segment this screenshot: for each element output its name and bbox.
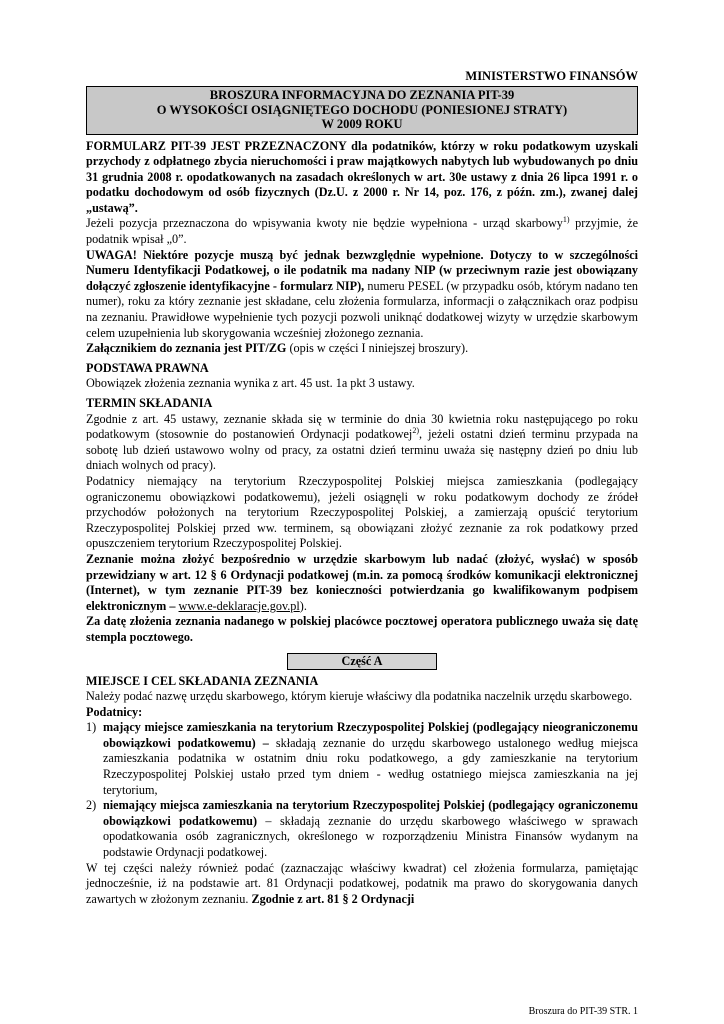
- attachment-desc: (opis w części I niniejszej broszury).: [286, 341, 469, 356]
- title-box: [86, 86, 638, 135]
- deadline-heading: TERMIN SKŁADANIA: [86, 396, 213, 410]
- page-footer: Broszura do PIT-39 STR. 1: [528, 1006, 638, 1017]
- list-item-text: [103, 720, 638, 798]
- footnote-ref-1: 1): [562, 215, 570, 225]
- part-a-label: Część A: [287, 653, 437, 670]
- deadline-paragraph-2: Podatnicy niemający na terytorium Rzeczypospolitej Polskiej miejsca zamieszkania (podlegający ograniczonemu obowiązkowi podatkowemu), jeżeli osiągnęli w roku podatkowym dochody ze źródeł przychodów położonych na terytorium Rzeczypospolitej Polskiej, a zamierzają opuścić terytorium Rzeczypospolitej Polskiej przed ww. terminem, są obowiązani złożyć zeznanie za rok podatkowy przed opuszczeniem terytorium Rzeczypospolitej Polskiej.: [86, 473, 638, 551]
- part-a-p2-bold: Zgodnie z art. 81 § 2 Ordynacji: [251, 891, 415, 906]
- legal-basis-text: Obowiązek złożenia zeznania wynika z art. 45 ust. 1a pkt 3 ustawy.: [86, 376, 415, 391]
- intro-paragraph-2: [86, 216, 638, 247]
- list-item-bold: mający miejsce zamieszkania na terytorium Rzeczypospolitej Polskiej (podlegający nieograniczonemu obowiązkowi podatkowemu) –: [103, 720, 638, 750]
- deadline-p1-a: Zgodnie z art. 45 ustawy, zeznanie składa się w terminie do dnia 30 kwietnia roku następującego po roku podatkowym (stosownie do postanowień Ordynacji podatkowej: [86, 411, 638, 442]
- deadline-p3-end: ).: [299, 598, 307, 613]
- deadline-p1-b: , jeżeli ostatni dzień terminu przypada na sobotę lub dzień ustawowo wolny od pracy, za ostatni dzień terminu uważa się następny dzień po dniu lub dniach wolnych od pracy).: [86, 427, 638, 473]
- list-item-body: – składają zeznanie do urzędu skarbowego właściwego w sprawach opodatkowania osób zagranicznych, określonego w rozporządzeniu Ministra Finansów wydanym na podstawie Ordynacji podatkowej.: [103, 813, 638, 860]
- title-line-1: BROSZURA INFORMACYJNA DO ZEZNANIA PIT-39: [209, 88, 515, 102]
- list-item: [86, 798, 638, 860]
- submission-methods: Zeznanie można złożyć bezpośrednio w urzędzie skarbowym lub nadać (złożyć, wysłać) w sposób przewidziany w art. 12 § 6 Ordynacji podatkowej (m.in. za pomocą środków komunikacji elektronicznej (Internet), w tym zeznanie PIT-39 bez konieczności potwierdzania go kwalifikowanym podpisem elektronicznym –: [86, 551, 638, 613]
- title-line-2: O WYSOKOŚCI OSIĄGNIĘTEGO DOCHODU (PONIESIONEJ STRATY): [156, 102, 568, 117]
- part-a-heading: MIEJSCE I CEL SKŁADANIA ZEZNANIA: [86, 673, 319, 688]
- intro-p3-text: numeru PESEL (w przypadku osób, którym nadano ten numer), roku za który zeznanie jest składane, celu złożenia formularza, informacji o załącznikach oraz podpisu na zeznaniu. Prawidłowe wypełnienie tych pozycji pozwoli uniknąć dodatkowej wizyty w urzędzie skarbowym celem uzupełnienia lub skorygowania wcześniej złożonego zeznania.: [86, 278, 638, 340]
- title-line-3: W 2009 ROKU: [321, 117, 403, 131]
- deadline-paragraph-3: [86, 552, 638, 614]
- deadline-paragraph-4: Za datę złożenia zeznania nadanego w polskiej placówce pocztowej operatora publicznego uważa się datę stempla pocztowego.: [86, 614, 638, 644]
- list-item: [86, 720, 638, 798]
- e-deklaracje-link[interactable]: www.e-deklaracje.gov.pl: [178, 598, 300, 613]
- legal-basis-heading: PODSTAWA PRAWNA: [86, 360, 209, 375]
- intro-paragraph-4: [86, 341, 638, 357]
- list-item-text: [103, 798, 638, 860]
- intro-paragraph-3: [86, 248, 638, 342]
- list-item-number: 2): [86, 798, 97, 813]
- part-a-paragraph-1: Należy podać nazwę urzędu skarbowego, którym kieruje właściwy dla podatnika naczelnik urzędu skarbowego.: [86, 689, 633, 704]
- part-a-paragraph-2: [86, 861, 638, 908]
- intro-p2-text: Jeżeli pozycja przeznaczona do wpisywania kwoty nie będzie wypełniona - urząd skarbowy: [86, 216, 563, 231]
- taxpayers-label: Podatnicy:: [86, 704, 143, 719]
- intro-paragraph-1: FORMULARZ PIT-39 JEST PRZEZNACZONY dla podatników, którzy w roku podatkowym uzyskali przychody z odpłatnego zbycia nieruchomości i praw majątkowych nabytych lub wybudowanych po dniu 31 grudnia 2008 r. opodatkowanych na zasadach określonych w art. 30e ustawy z dnia 26 lipca 1991 r. o podatku dochodowym od osób fizycznych (Dz.U. z 2000 r. Nr 14, poz. 176, z późn. zm.), zwanej dalej „ustawą”.: [86, 138, 638, 215]
- warning-text: UWAGA! Niektóre pozycje muszą być jednak bezwzględnie wypełnione. Dotyczy to w szczególności Numeru Identyfikacji Podatkowej, o ile podatnik ma nadany NIP (w przeciwnym razie jest obowiązany dołączyć zgłoszenie identyfikacyjne - formularz NIP),: [86, 247, 638, 293]
- list-item-body: składają zeznanie do urzędu skarbowego ustalonego według miejsca zamieszkania podatnika w ostatnim dniu roku podatkowego, a gdy zamieszkanie na terytorium Rzeczypospolitej Polskiej ustało przed tym dniem - według ostatniego miejsca zamieszkania na jej terytorium,: [103, 735, 638, 797]
- part-a-box-wrap: [86, 652, 638, 670]
- attachment-note: Załącznikiem do zeznania jest PIT/ZG: [86, 341, 287, 356]
- footnote-ref-2: 2): [412, 426, 419, 436]
- list-item-bold: niemający miejsca zamieszkania na terytorium Rzeczypospolitej Polskiej (podlegający ograniczonemu obowiązkowi podatkowemu): [103, 798, 638, 828]
- ministry-name: MINISTERSTWO FINANSÓW: [465, 69, 638, 83]
- deadline-paragraph-1: [86, 412, 638, 474]
- list-item-number: 1): [86, 720, 97, 735]
- document-page: [86, 68, 638, 907]
- intro-p2-end: przyjmie, że podatnik wpisał „0”.: [86, 216, 639, 247]
- part-a-p2-text: W tej części należy również podać (zaznaczając właściwy kwadrat) cel złożenia formularza, pamiętając jednocześnie, iż na podstawie art. 81 Ordynacji podatkowej, podatnik ma prawo do skorygowania danych zawartych w złożonym zeznaniu.: [86, 860, 638, 906]
